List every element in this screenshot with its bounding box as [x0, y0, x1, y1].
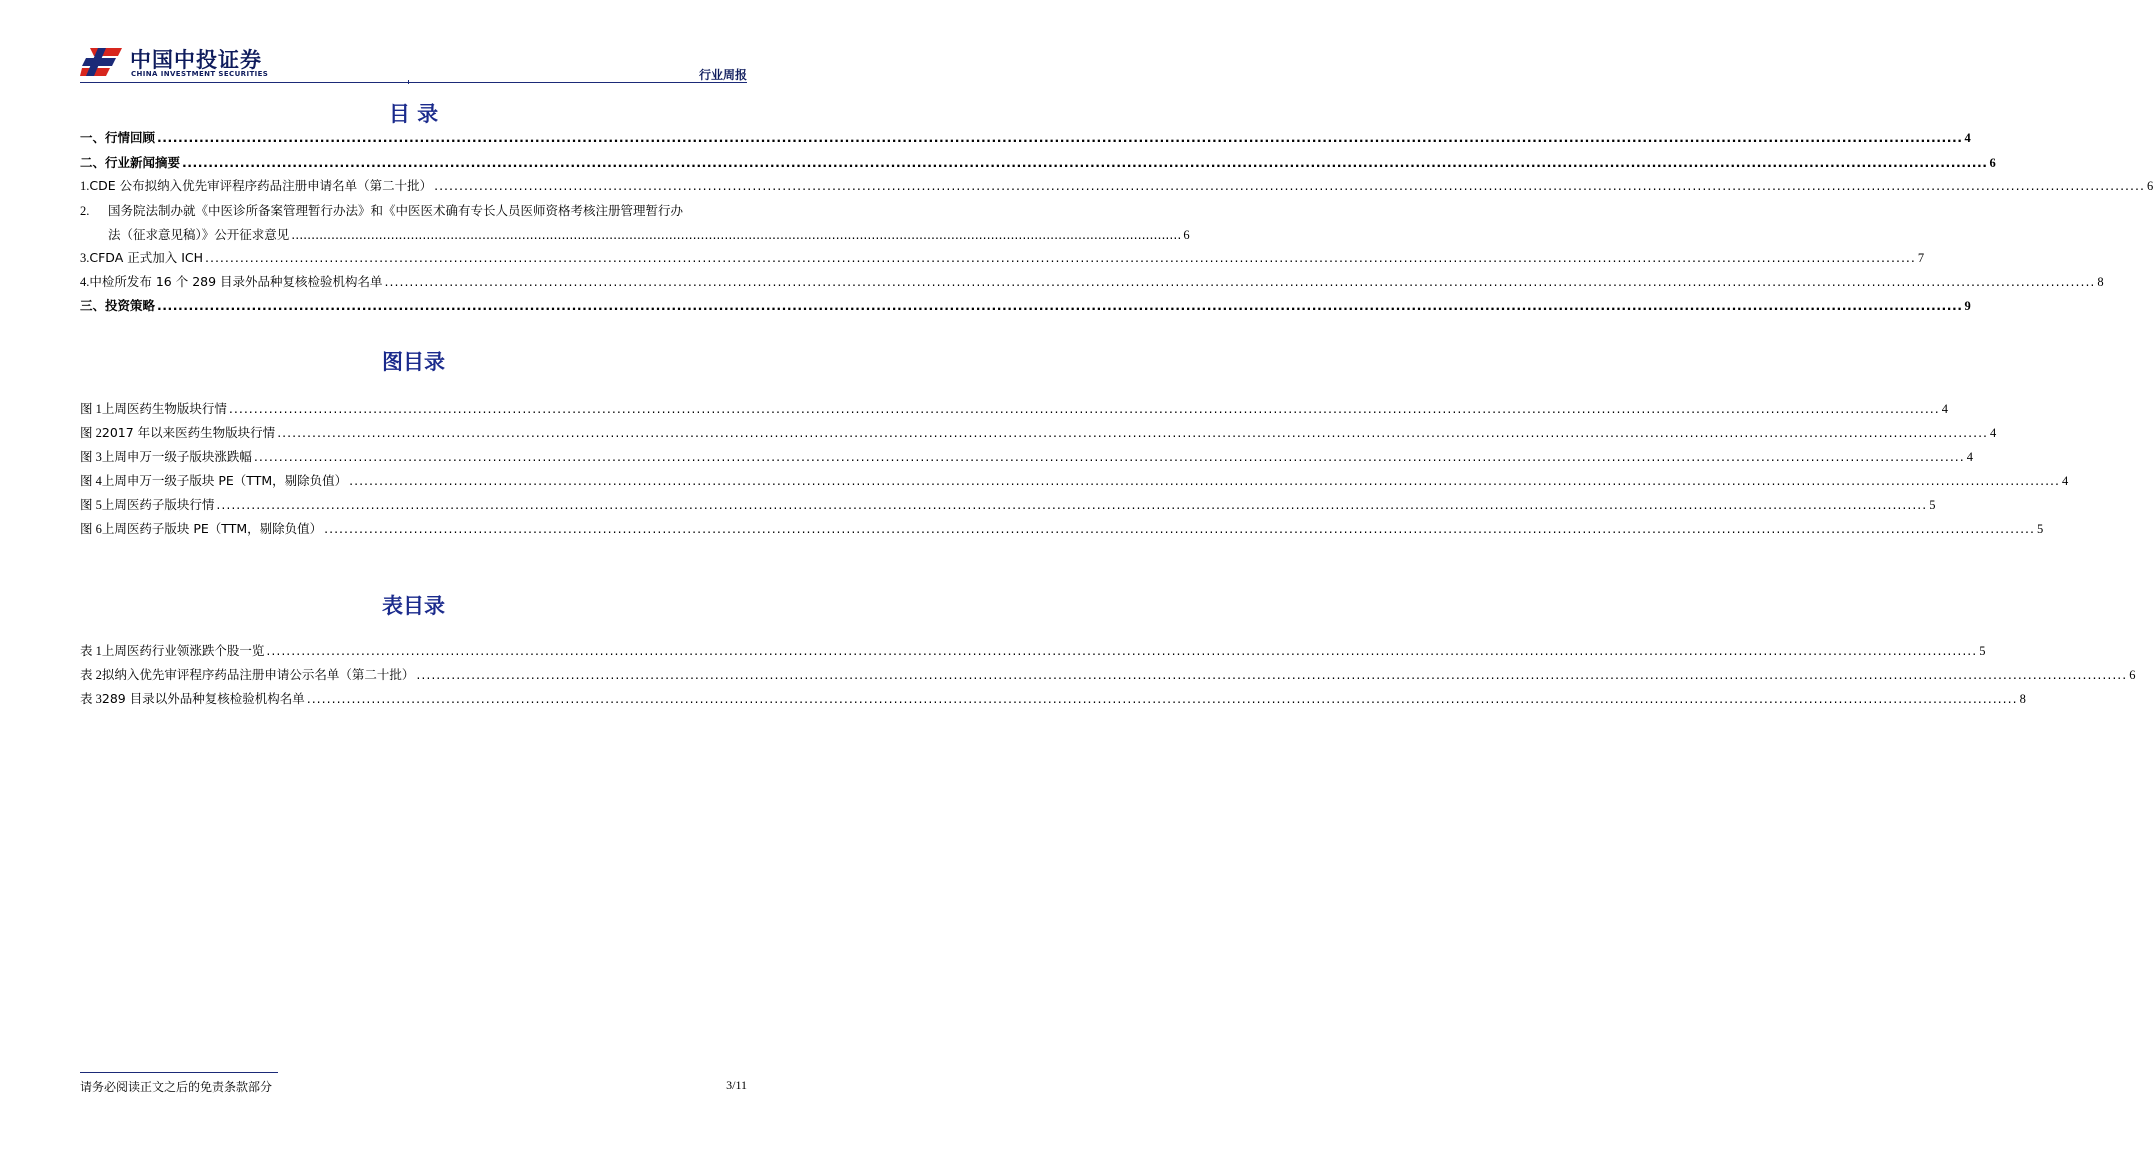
figure-entry-title: 上周医药子版块 PE（TTM，剔除负值） — [101, 521, 323, 536]
toc-subentry-page: 6 — [2146, 179, 2153, 193]
figure-entry[interactable] — [80, 423, 1997, 443]
logo-mark-icon — [80, 46, 124, 76]
figure-entry-num: 图 1 — [80, 402, 102, 416]
figure-entry-num: 图 5 — [80, 498, 102, 512]
toc-entry[interactable] — [80, 153, 1996, 173]
table-entry-title: 上周医药行业领涨跌个股一览 — [101, 643, 265, 658]
table-entry-page: 5 — [1979, 644, 1986, 658]
dot-leader — [254, 447, 1965, 467]
figure-entry-title: 2017 年以来医药生物版块行情 — [101, 425, 276, 440]
dot-leader — [229, 399, 1940, 419]
toc-subentry-title: CFDA 正式加入 ICH — [89, 250, 204, 265]
figure-entry-title: 上周医药生物版块行情 — [101, 401, 227, 416]
toc-subentry-page: 7 — [1917, 251, 1925, 265]
table-entry-num: 表 3 — [80, 692, 102, 706]
toc-subentry-title: 中检所发布 16 个 289 目录外品种复核检验机构名单 — [89, 274, 383, 289]
dot-leader — [434, 176, 2145, 196]
dot-leader — [216, 495, 1927, 515]
dot-leader — [349, 471, 2060, 491]
table-list-title: 表目录 — [382, 594, 445, 618]
figure-entry-page: 5 — [2037, 522, 2044, 536]
logo-cn-text: 中国中投证券 — [130, 48, 262, 72]
header-divider — [80, 82, 747, 83]
toc-subentry-page: 8 — [2097, 275, 2104, 289]
toc-entry-title: 一、行情回顾 — [80, 130, 156, 145]
dot-leader — [385, 272, 2096, 292]
footer-divider — [80, 1072, 278, 1073]
logo-en-text: CHINA INVESTMENT SECURITIES — [131, 70, 269, 78]
toc-entry-page: 9 — [1964, 299, 1971, 313]
table-entry-num: 表 2 — [80, 668, 102, 682]
table-entry[interactable] — [80, 689, 2026, 709]
toc-subentry-num: 3. — [80, 251, 90, 265]
table-entry[interactable] — [80, 641, 1986, 661]
figure-entry-page: 4 — [1966, 450, 1974, 464]
toc-subentry-num: 4. — [80, 275, 90, 289]
figure-entry[interactable] — [80, 447, 1974, 467]
figure-entry[interactable] — [80, 471, 2069, 491]
dot-leader — [205, 248, 1916, 268]
figure-list-title: 图目录 — [382, 350, 445, 374]
figure-entry-page: 5 — [1929, 498, 1936, 512]
header-divider-tick — [408, 80, 409, 84]
page-indicator: 3/11 — [726, 1078, 747, 1092]
report-type-label: 行业周报 — [698, 68, 747, 82]
toc-subentry[interactable] — [80, 248, 1925, 268]
toc-entry[interactable] — [80, 128, 1971, 148]
table-entry-title: 拟纳入优先审评程序药品注册申请公示名单（第二十批） — [101, 667, 415, 682]
dot-leader — [307, 689, 2018, 709]
company-logo — [80, 44, 290, 80]
figure-entry-page: 4 — [2062, 474, 2069, 488]
toc-entry-title: 三、投资策略 — [80, 298, 156, 313]
dot-leader — [324, 519, 2035, 539]
toc-subentry[interactable] — [80, 176, 2153, 196]
figure-entry[interactable] — [80, 519, 2044, 539]
figure-entry-num: 图 6 — [80, 522, 102, 536]
dot-leader — [266, 641, 1977, 661]
toc-entry-title: 二、行业新闻摘要 — [80, 155, 181, 170]
table-entry[interactable] — [80, 665, 2136, 685]
figure-entry-num: 图 2 — [80, 426, 102, 440]
toc-title: 目 录 — [388, 102, 439, 126]
toc-subentry[interactable] — [80, 201, 1190, 245]
dot-leader: ................................................................................................................................................................................................................................ — [291, 227, 1182, 242]
figure-entry-title: 上周申万一级子版块 PE（TTM，剔除负值） — [101, 473, 348, 488]
toc-subentry[interactable] — [80, 272, 2104, 292]
dot-leader — [157, 296, 1963, 316]
figure-entry-title: 上周申万一级子版块涨跌幅 — [101, 449, 252, 464]
footer-disclaimer: 请务必阅读正文之后的免责条款部分 — [80, 1080, 273, 1094]
figure-entry-num: 图 4 — [80, 474, 102, 488]
toc-subentry-title: CDE 公布拟纳入优先审评程序药品注册申请名单（第二十批） — [89, 178, 433, 193]
table-entry-title: 289 目录以外品种复核检验机构名单 — [101, 691, 305, 706]
figure-entry[interactable] — [80, 495, 1936, 515]
toc-entry-page: 6 — [1989, 156, 1996, 170]
toc-subentry-page: 6 — [1183, 228, 1190, 242]
figure-entry-title: 上周医药子版块行情 — [101, 497, 215, 512]
figure-entry[interactable] — [80, 399, 1949, 419]
toc-subentry-num: 2. — [80, 204, 90, 218]
figure-entry-num: 图 3 — [80, 450, 102, 464]
dot-leader — [182, 153, 1988, 173]
dot-leader — [277, 423, 1988, 443]
toc-subentry-num: 1. — [80, 179, 90, 193]
figure-entry-page: 4 — [1941, 402, 1949, 416]
toc-subentry-title-line2: 法（征求意见稿）》公开征求意见 — [108, 227, 290, 242]
toc-entry[interactable] — [80, 296, 1971, 316]
figure-entry-page: 4 — [1990, 426, 1997, 440]
table-entry-page: 8 — [2019, 692, 2026, 706]
table-entry-page: 6 — [2129, 668, 2136, 682]
toc-entry-page: 4 — [1964, 131, 1971, 145]
table-entry-num: 表 1 — [80, 644, 102, 658]
dot-leader — [157, 128, 1963, 148]
toc-subentry-title-line1: 国务院法制办就《中医诊所备案管理暂行办法》和《中医医术确有专长人员医师资格考核注册管理暂行办 — [108, 203, 684, 218]
dot-leader — [416, 665, 2127, 685]
